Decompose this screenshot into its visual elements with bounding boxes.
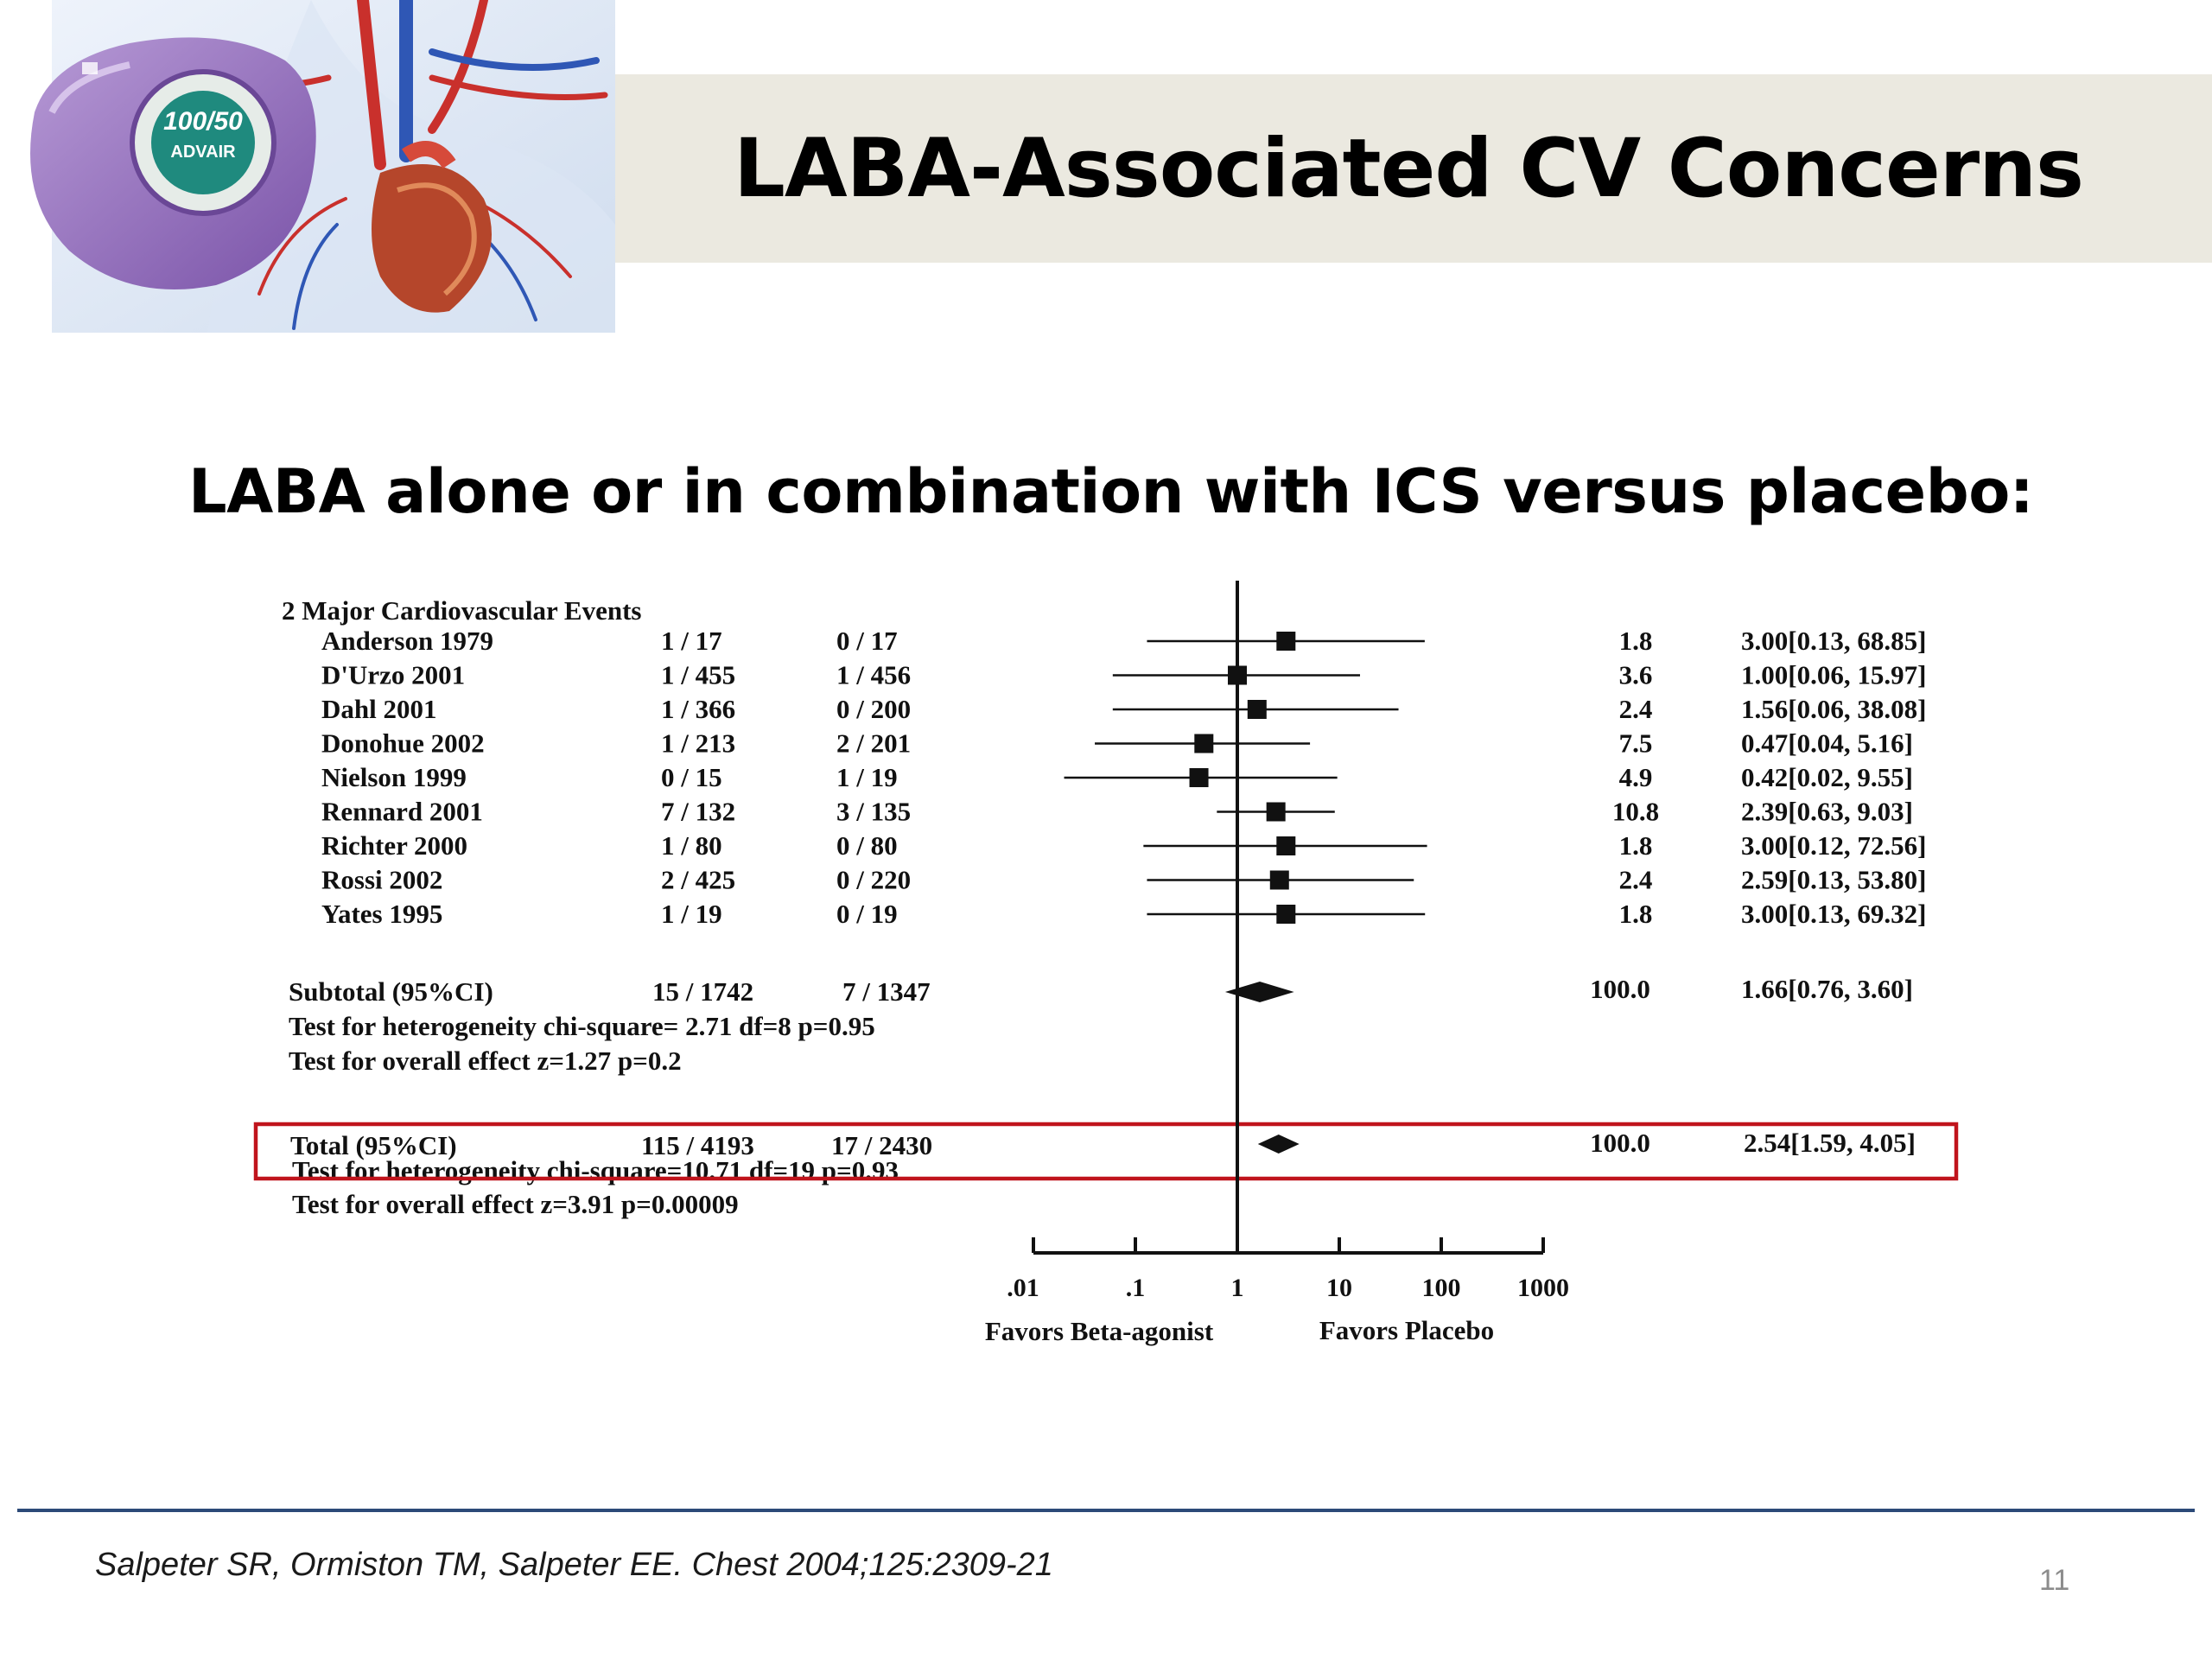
study-name: Rossi 2002 xyxy=(321,864,443,895)
study-odds-ratio-text: 2.39[0.63, 9.03] xyxy=(1741,796,1913,827)
study-point-marker xyxy=(1270,871,1289,890)
study-odds-ratio-text: 0.47[0.04, 5.16] xyxy=(1741,728,1913,759)
inhaler-graphic xyxy=(30,37,316,289)
study-control-count: 3 / 135 xyxy=(836,796,912,827)
subtotal-diamond xyxy=(1225,982,1294,1002)
study-weight: 4.9 xyxy=(1618,762,1653,792)
x-axis-tick-label: 1000 xyxy=(1517,1274,1569,1302)
slide-title: LABA-Associated CV Concerns xyxy=(733,121,2083,216)
study-control-count: 0 / 220 xyxy=(836,864,912,895)
study-odds-ratio-text: 2.59[0.13, 53.80] xyxy=(1741,864,1927,895)
subtotal-overall-effect-text: Test for overall effect z=1.27 p=0.2 xyxy=(289,1046,682,1076)
study-treatment-count: 1 / 17 xyxy=(661,626,722,656)
favors-placebo-label: Favors Placebo xyxy=(1319,1315,1495,1345)
study-point-marker xyxy=(1276,632,1295,651)
study-point-marker xyxy=(1248,700,1267,719)
x-axis-tick-label: .01 xyxy=(1007,1274,1039,1302)
study-control-count: 0 / 19 xyxy=(836,899,898,929)
total-control-count: 17 / 2430 xyxy=(831,1130,933,1160)
study-name: Nielson 1999 xyxy=(321,762,467,792)
study-control-count: 0 / 200 xyxy=(836,694,912,724)
study-control-count: 0 / 80 xyxy=(836,830,898,861)
study-odds-ratio-text: 3.00[0.12, 72.56] xyxy=(1741,830,1927,861)
study-control-count: 2 / 201 xyxy=(836,728,912,759)
study-weight: 3.6 xyxy=(1618,659,1653,690)
study-weight: 7.5 xyxy=(1618,728,1653,759)
favors-beta-agonist-label: Favors Beta-agonist xyxy=(984,1316,1214,1346)
study-odds-ratio-text: 0.42[0.02, 9.55] xyxy=(1741,762,1913,792)
total-heterogeneity-text: Test for heterogeneity chi-square=10.71 df=19 p=0.93 xyxy=(292,1155,899,1185)
study-point-marker xyxy=(1276,836,1295,855)
forest-plot-marks xyxy=(256,581,1956,1253)
total-label: Total (95%CI) xyxy=(290,1130,457,1160)
study-treatment-count: 7 / 132 xyxy=(661,796,736,827)
study-weight: 2.4 xyxy=(1618,864,1653,895)
study-name: Rennard 2001 xyxy=(321,796,483,827)
study-odds-ratio-text: 1.56[0.06, 38.08] xyxy=(1741,694,1927,724)
total-odds-ratio-text: 2.54[1.59, 4.05] xyxy=(1744,1128,1916,1158)
forest-plot xyxy=(0,562,2212,1365)
study-name: Dahl 2001 xyxy=(321,694,437,724)
total-overall-effect-text: Test for overall effect z=3.91 p=0.00009 xyxy=(292,1189,739,1219)
study-treatment-count: 0 / 15 xyxy=(661,762,722,792)
slide-number: 11 xyxy=(2039,1564,2070,1597)
total-weight: 100.0 xyxy=(1590,1128,1650,1158)
study-treatment-count: 1 / 80 xyxy=(661,830,722,861)
study-treatment-count: 1 / 19 xyxy=(661,899,722,929)
x-axis-tick-label: 100 xyxy=(1421,1274,1461,1302)
inhaler-brand-text: ADVAIR xyxy=(170,143,236,162)
citation: Salpeter SR, Ormiston TM, Salpeter EE. Chest 2004;125:2309-21 xyxy=(95,1547,1053,1583)
total-treatment-count: 115 / 4193 xyxy=(641,1130,754,1160)
study-point-marker xyxy=(1190,768,1209,787)
study-name: Richter 2000 xyxy=(321,830,468,861)
subtotal-odds-ratio-text: 1.66[0.76, 3.60] xyxy=(1741,974,1913,1004)
study-treatment-count: 1 / 213 xyxy=(661,728,736,759)
subtotal-treatment-count: 15 / 1742 xyxy=(652,976,754,1007)
study-name: D'Urzo 2001 xyxy=(321,659,466,690)
study-control-count: 1 / 456 xyxy=(836,659,912,690)
x-axis-tick-label: 10 xyxy=(1326,1274,1352,1302)
footer-rule xyxy=(17,1509,2195,1512)
study-control-count: 0 / 17 xyxy=(836,626,898,656)
study-point-marker xyxy=(1194,734,1213,753)
study-name: Donohue 2002 xyxy=(321,728,485,759)
study-control-count: 1 / 19 xyxy=(836,762,898,792)
study-treatment-count: 2 / 425 xyxy=(661,864,736,895)
study-treatment-count: 1 / 455 xyxy=(661,659,736,690)
header-image xyxy=(0,0,622,337)
forest-plot-text xyxy=(282,595,1926,1346)
study-weight: 2.4 xyxy=(1618,694,1653,724)
study-point-marker xyxy=(1276,905,1295,924)
study-weight: 1.8 xyxy=(1618,626,1653,656)
study-treatment-count: 1 / 366 xyxy=(661,694,736,724)
total-diamond xyxy=(1258,1135,1300,1154)
inhaler-dose-text: 100/50 xyxy=(163,107,243,136)
x-axis-tick-label: 1 xyxy=(1230,1274,1244,1302)
subtotal-weight: 100.0 xyxy=(1590,974,1650,1004)
study-name: Yates 1995 xyxy=(321,899,443,929)
subtotal-control-count: 7 / 1347 xyxy=(842,976,931,1007)
study-weight: 10.8 xyxy=(1611,796,1660,827)
study-odds-ratio-text: 1.00[0.06, 15.97] xyxy=(1741,659,1927,690)
subtotal-label: Subtotal (95%CI) xyxy=(289,976,493,1007)
study-name: Anderson 1979 xyxy=(321,626,493,656)
study-odds-ratio-text: 3.00[0.13, 68.85] xyxy=(1741,626,1927,656)
study-point-marker xyxy=(1267,803,1286,822)
section-title: 2 Major Cardiovascular Events xyxy=(282,595,642,626)
study-odds-ratio-text: 3.00[0.13, 69.32] xyxy=(1741,899,1927,929)
study-weight: 1.8 xyxy=(1618,830,1653,861)
x-axis-tick-label: .1 xyxy=(1125,1274,1146,1302)
slide-subtitle: LABA alone or in combination with ICS versus placebo: xyxy=(188,456,2034,527)
subtotal-heterogeneity-text: Test for heterogeneity chi-square= 2.71 df=8 p=0.95 xyxy=(289,1011,875,1041)
study-weight: 1.8 xyxy=(1618,899,1653,929)
